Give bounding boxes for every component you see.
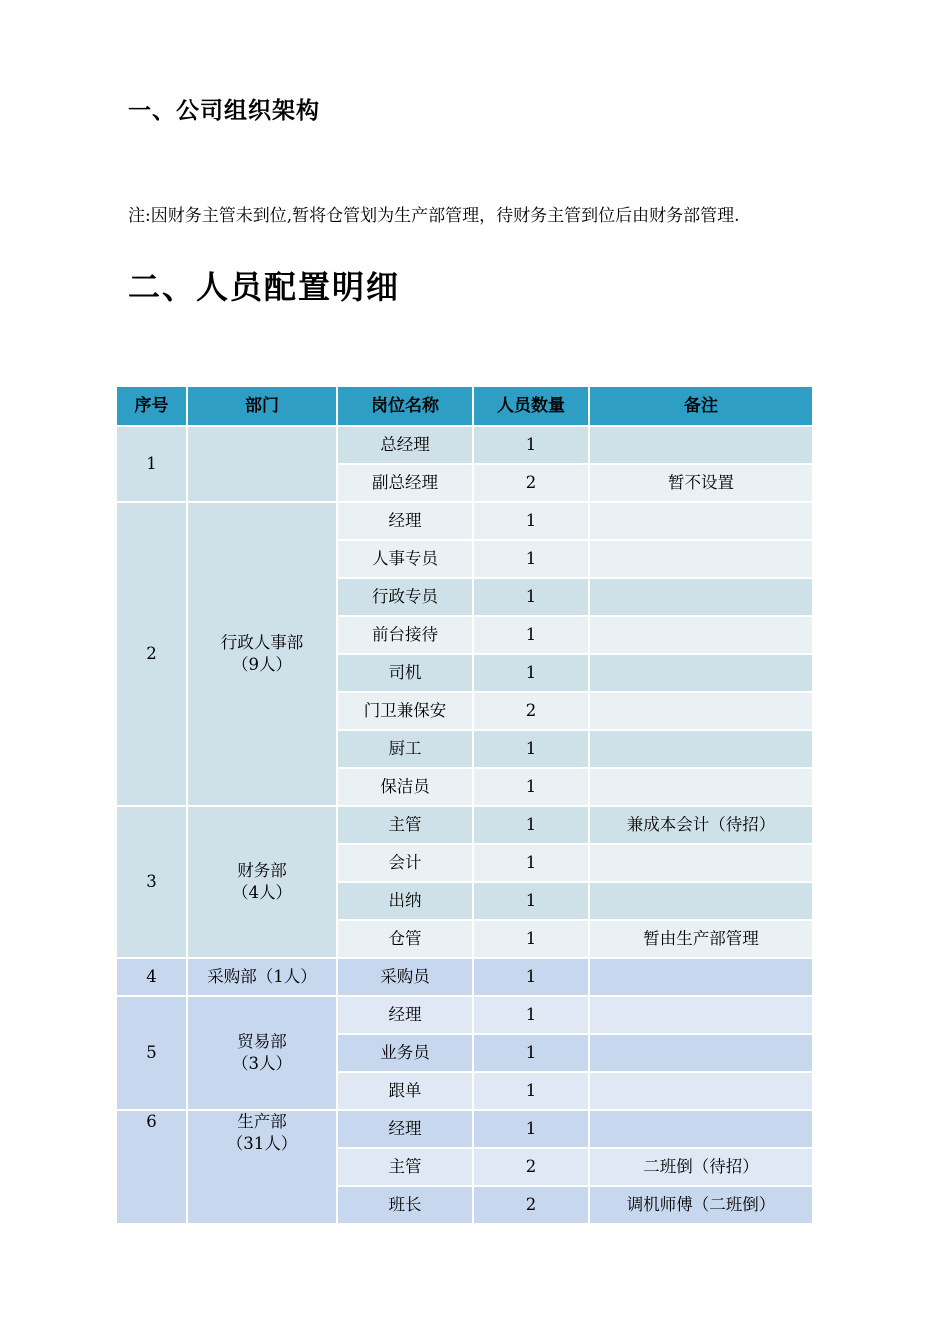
row-remark xyxy=(589,426,813,464)
table-row xyxy=(116,806,813,844)
row-dept: 采购部（1人） xyxy=(187,958,337,996)
dept-name: 贸易部 xyxy=(237,1032,287,1051)
row-position: 经理 xyxy=(337,1110,473,1148)
row-position: 保洁员 xyxy=(337,768,473,806)
row-count: 1 xyxy=(473,996,589,1034)
section-title-staffing: 二、人员配置明细 xyxy=(128,268,401,306)
row-count: 1 xyxy=(473,1072,589,1110)
row-dept xyxy=(187,502,337,806)
header-position: 岗位名称 xyxy=(337,386,473,426)
staffing-table xyxy=(115,385,814,1225)
row-count: 1 xyxy=(473,920,589,958)
row-position: 前台接待 xyxy=(337,616,473,654)
row-count: 1 xyxy=(473,958,589,996)
row-count: 2 xyxy=(473,692,589,730)
row-count: 2 xyxy=(473,464,589,502)
header-no: 序号 xyxy=(116,386,187,426)
row-position: 司机 xyxy=(337,654,473,692)
row-remark xyxy=(589,1110,813,1148)
dept-count: （31人） xyxy=(226,1134,298,1153)
table-row xyxy=(116,426,813,464)
row-remark xyxy=(589,654,813,692)
row-count: 1 xyxy=(473,426,589,464)
row-position: 人事专员 xyxy=(337,540,473,578)
row-count: 1 xyxy=(473,616,589,654)
header-dept: 部门 xyxy=(187,386,337,426)
row-position: 经理 xyxy=(337,996,473,1034)
table-row xyxy=(116,502,813,540)
row-position: 总经理 xyxy=(337,426,473,464)
row-no: 6 xyxy=(116,1110,187,1224)
row-remark xyxy=(589,578,813,616)
header-remark: 备注 xyxy=(589,386,813,426)
row-position: 主管 xyxy=(337,1148,473,1186)
row-count: 1 xyxy=(473,502,589,540)
row-remark xyxy=(589,1072,813,1110)
row-remark xyxy=(589,996,813,1034)
row-count: 1 xyxy=(473,768,589,806)
row-count: 1 xyxy=(473,540,589,578)
row-position: 厨工 xyxy=(337,730,473,768)
row-remark xyxy=(589,616,813,654)
note-text: 注:因财务主管未到位,暂将仓管划为生产部管理，待财务主管到位后由财务部管理. xyxy=(128,206,740,226)
row-remark xyxy=(589,958,813,996)
row-no: 2 xyxy=(116,502,187,806)
row-position: 经理 xyxy=(337,502,473,540)
row-count: 2 xyxy=(473,1186,589,1224)
row-position: 采购员 xyxy=(337,958,473,996)
dept-count: （9人） xyxy=(232,655,292,674)
row-position: 门卫兼保安 xyxy=(337,692,473,730)
row-position: 仓管 xyxy=(337,920,473,958)
row-no: 4 xyxy=(116,958,187,996)
table-row xyxy=(116,958,813,996)
header-count: 人员数量 xyxy=(473,386,589,426)
row-remark xyxy=(589,692,813,730)
row-dept xyxy=(187,996,337,1110)
row-remark xyxy=(589,730,813,768)
row-remark xyxy=(589,882,813,920)
dept-count: （3人） xyxy=(232,1054,292,1073)
row-count: 1 xyxy=(473,730,589,768)
row-remark: 调机师傅（二班倒） xyxy=(589,1186,813,1224)
table-header-row xyxy=(116,386,813,426)
table-row xyxy=(116,1110,813,1148)
row-count: 1 xyxy=(473,654,589,692)
row-count: 1 xyxy=(473,844,589,882)
row-position: 副总经理 xyxy=(337,464,473,502)
row-count: 1 xyxy=(473,1034,589,1072)
row-dept xyxy=(187,426,337,502)
row-remark: 暂由生产部管理 xyxy=(589,920,813,958)
row-remark xyxy=(589,502,813,540)
row-remark: 兼成本会计（待招） xyxy=(589,806,813,844)
row-remark xyxy=(589,540,813,578)
row-position: 出纳 xyxy=(337,882,473,920)
row-remark: 暂不设置 xyxy=(589,464,813,502)
section-title-org-structure: 一、公司组织架构 xyxy=(128,98,320,124)
row-count: 1 xyxy=(473,578,589,616)
dept-count: （4人） xyxy=(232,883,292,902)
row-position: 业务员 xyxy=(337,1034,473,1072)
row-position: 会计 xyxy=(337,844,473,882)
row-position: 主管 xyxy=(337,806,473,844)
row-remark xyxy=(589,1034,813,1072)
row-dept xyxy=(187,806,337,958)
row-count: 1 xyxy=(473,1110,589,1148)
row-count: 1 xyxy=(473,806,589,844)
row-position: 跟单 xyxy=(337,1072,473,1110)
row-remark xyxy=(589,768,813,806)
row-position: 行政专员 xyxy=(337,578,473,616)
row-position: 班长 xyxy=(337,1186,473,1224)
row-no: 5 xyxy=(116,996,187,1110)
row-dept xyxy=(187,1110,337,1224)
row-count: 2 xyxy=(473,1148,589,1186)
dept-name: 财务部 xyxy=(237,861,287,880)
table-row xyxy=(116,996,813,1034)
row-no: 3 xyxy=(116,806,187,958)
dept-name: 生产部 xyxy=(237,1112,287,1131)
dept-name: 行政人事部 xyxy=(220,633,304,652)
row-remark: 二班倒（待招） xyxy=(589,1148,813,1186)
row-count: 1 xyxy=(473,882,589,920)
row-remark xyxy=(589,844,813,882)
row-no: 1 xyxy=(116,426,187,502)
